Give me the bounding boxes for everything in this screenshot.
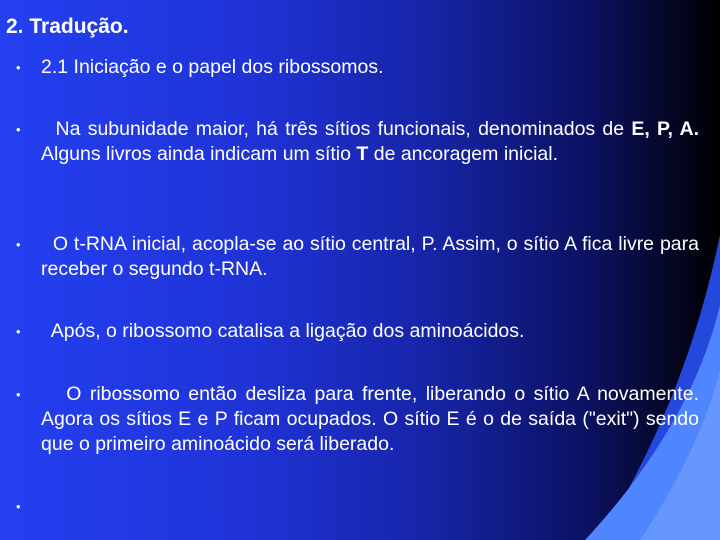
bullet-text-segment: Alguns livros ainda indicam um sítio <box>41 118 705 165</box>
bullet-text <box>41 117 705 167</box>
bullet-text-emphasis: E, P, A. <box>631 118 699 140</box>
bullet-text: O ribossomo então desliza para frente, liberando o sítio A novamente. Agora os sítios E e P ficam ocupados. O sítio E é o de saída ("exit") sendo que o primeiro aminoácido será liberado. <box>41 383 705 455</box>
bullet-marker: • <box>16 237 21 252</box>
bullet-text-segment: de ancoragem inicial. <box>368 143 558 165</box>
bullet-text: Após, o ribossomo catalisa a ligação dos aminoácidos. <box>41 320 525 342</box>
bullet-marker: • <box>16 122 21 137</box>
bullet-marker: • <box>16 499 21 514</box>
slide-title: 2. Tradução. <box>6 15 129 38</box>
bullet-text-emphasis: T <box>356 143 369 165</box>
bullet-marker: • <box>16 324 21 339</box>
bullet-marker: • <box>16 387 21 402</box>
bullet-marker: • <box>16 60 21 75</box>
bullet-text: 2.1 Iniciação e o papel dos ribossomos. <box>41 56 384 78</box>
bullet-text-segment: Na subunidade maior, há três sítios funcionais, denominados de <box>41 118 632 140</box>
bullet-text: O t-RNA inicial, acopla-se ao sítio central, P. Assim, o sítio A fica livre para receber o segundo t-RNA. <box>41 233 705 280</box>
